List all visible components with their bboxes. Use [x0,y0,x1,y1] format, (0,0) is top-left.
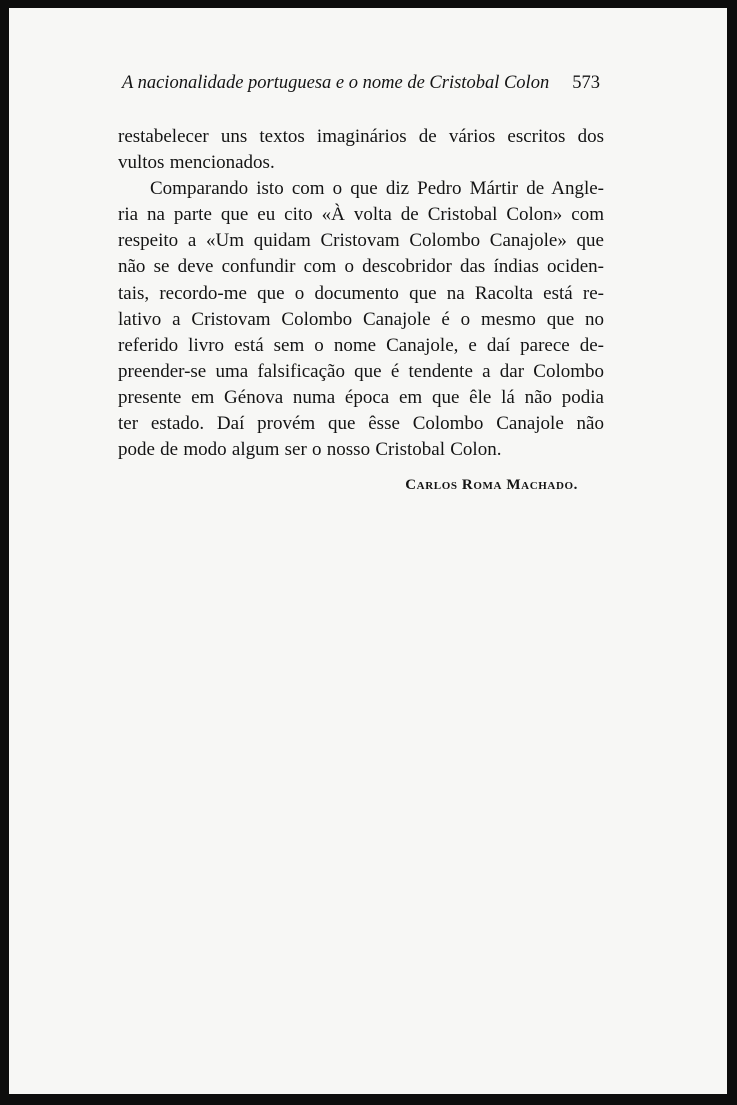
text-line: pode de modo algum ser o nosso Cristobal Colon. [118,439,502,461]
text-line: presente em Génova numa época em que êle lá não podia [118,386,604,408]
text-line: ria na parte que eu cito «À volta de Cristobal Colon» com [118,204,604,226]
running-head [118,70,604,96]
text-line: referido livro está sem o nome Canajole, e daí parece de- [118,334,604,356]
running-head-title: A nacionalidade portuguesa e o nome de Cristobal Colon [122,73,550,93]
text-line: tais, recordo-me que o documento que na Racolta está re- [118,282,604,304]
book-page [9,8,727,1094]
paragraph [118,124,604,176]
paragraph [118,176,604,463]
page-content [118,70,604,494]
text-line: Comparando isto com o que diz Pedro Mártir de Angle- [150,178,604,200]
text-line: lativo a Cristovam Colombo Canajole é o mesmo que no [118,308,604,330]
text-line: não se deve confundir com o descobridor das índias ociden- [118,256,604,278]
page-number: 573 [572,73,600,93]
text-line: preender-se uma falsificação que é tendente a dar Colombo [118,360,604,382]
body-text [118,124,604,463]
text-line: ter estado. Daí provém que êsse Colombo Canajole não [118,413,604,435]
text-line: vultos mencionados. [118,152,275,174]
author-signature: Carlos Roma Machado. [405,477,578,494]
text-line: restabelecer uns textos imaginários de vários escritos dos [118,126,604,147]
text-line: respeito a «Um quidam Cristovam Colombo Canajole» que [118,230,604,252]
